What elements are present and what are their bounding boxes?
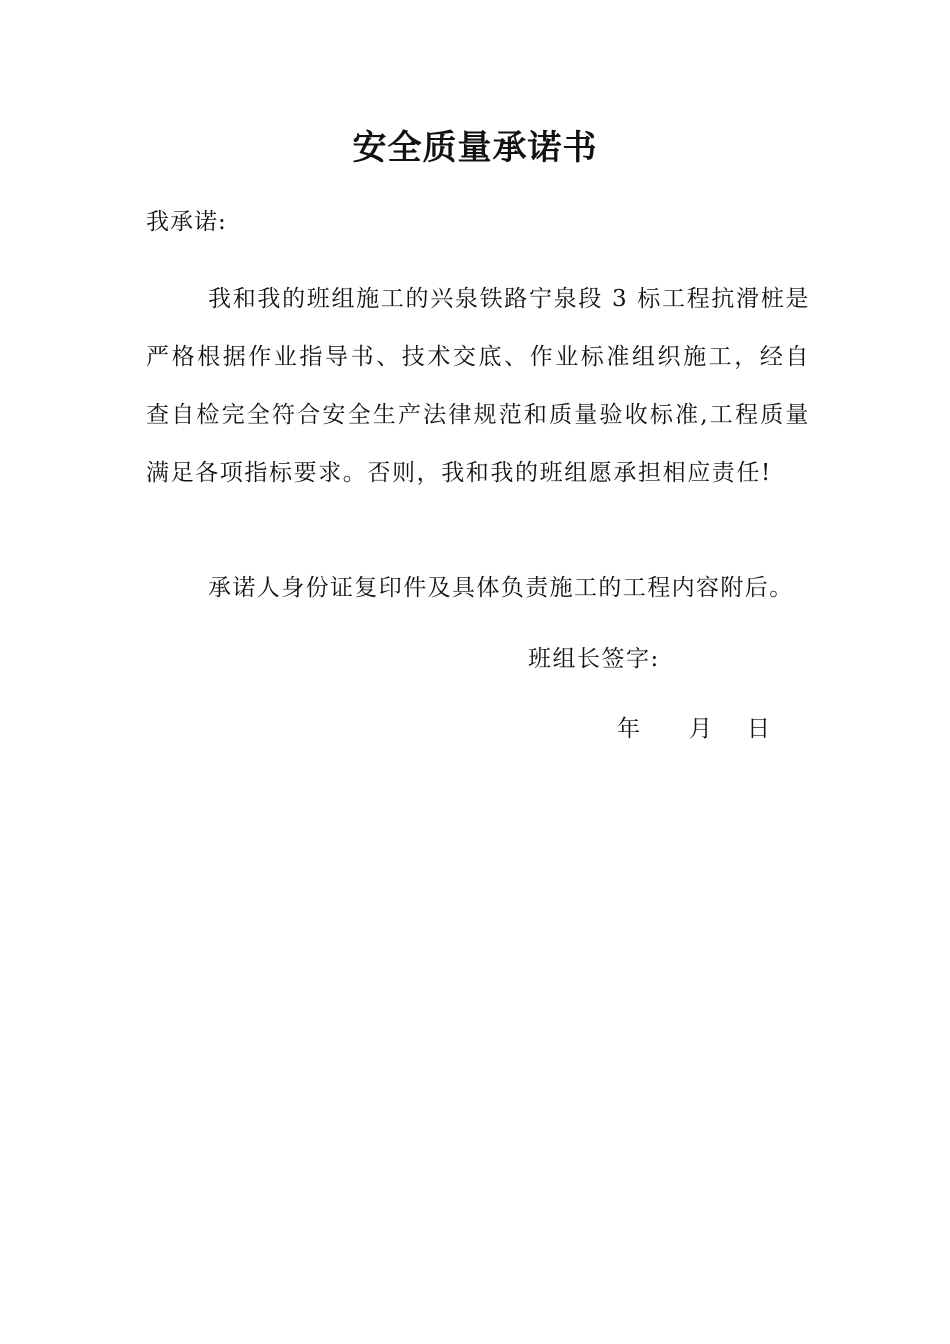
signature-label: 班组长签字: [528, 646, 660, 672]
attachment-note: 承诺人身份证复印件及具体负责施工的工程内容附后。 [208, 575, 794, 601]
date-line [617, 707, 777, 751]
salutation: 我承诺: [146, 209, 227, 235]
date-month-label: 月 [689, 716, 712, 742]
document-title: 安全质量承诺书 [352, 128, 598, 168]
date-day-label: 日 [747, 716, 770, 742]
date-year-label: 年 [617, 716, 640, 742]
commitment-paragraph: 我和我的班组施工的兴泉铁路宁泉段 3 标工程抗滑桩是严格根据作业指导书、技术交底、作业标准组织施工，经自查自检完全符合安全生产法律规范和质量验收标准,工程质量满足各项指标要求。否则，我和我的班组愿承担相应责任! [146, 286, 810, 486]
